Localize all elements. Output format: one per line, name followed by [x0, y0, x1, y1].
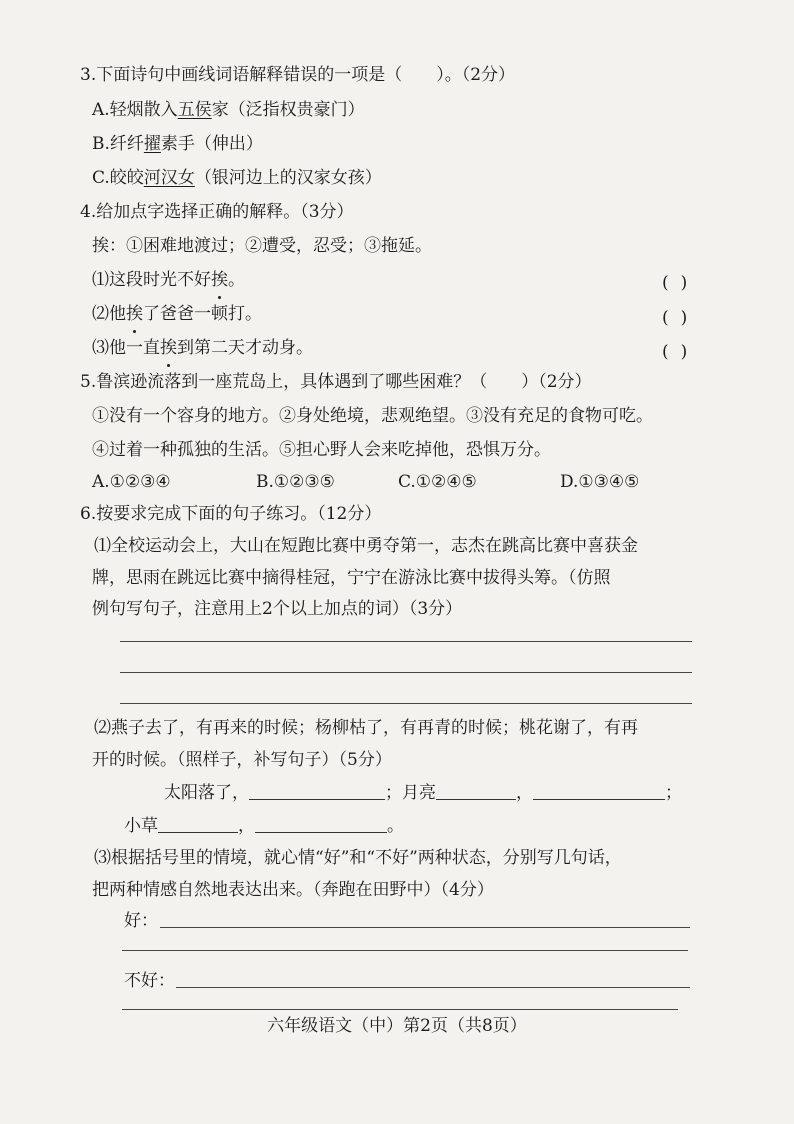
answer-line-1[interactable] — [120, 641, 692, 642]
blank-1[interactable] — [249, 783, 385, 800]
blank-5[interactable] — [255, 816, 387, 833]
q4-sentence-3: ⑶他一直挨到第二天才动身。 — [92, 335, 313, 361]
q5-option-a: A.①②③④ — [92, 472, 171, 492]
q6-part2-fill-2: 小草 ， 。 — [124, 816, 404, 836]
q4-sentence-1: ⑴这段时光不好挨。 — [92, 267, 245, 293]
dotted-phrase: 勇夺第一 — [366, 536, 434, 556]
answer-line-3[interactable] — [120, 703, 692, 704]
q4-answer-1-paren[interactable]: () — [662, 273, 700, 293]
q6-part1-line2: 牌，思雨在跳远比赛中摘得桂冠，宁宁在游泳比赛中拔得头筹。（仿照 — [92, 568, 611, 588]
q5-statements-1: ①没有一个容身的地方。②身处绝境，悲观绝望。③没有充足的食物可吃。 — [92, 406, 653, 426]
q4-stem: 4.给加点字选择正确的解释。（3分） — [80, 202, 354, 222]
q3-stem: 3.下面诗句中画线词语解释错误的一项是（ ）。（2分） — [80, 65, 516, 85]
q6-part1-line1: ⑴全校运动会上，大山在短跑比赛中勇夺第一，志杰在跳高比赛中喜获金 — [94, 536, 638, 556]
q4-answer-2-paren[interactable]: () — [662, 308, 700, 328]
q6-part3-line2: 把两种情感自然地表达出来。（奔跑在田野中）（4分） — [92, 880, 494, 900]
blank-2[interactable] — [436, 783, 516, 800]
good-answer-line-1[interactable] — [160, 927, 690, 928]
bad-answer-line-2[interactable] — [122, 1009, 678, 1010]
blank-3[interactable] — [533, 783, 665, 800]
q3-option-c: C.皎皎河汉女（银河边上的汉家女孩） — [92, 168, 382, 188]
q6-stem: 6.按要求完成下面的句子练习。（12分） — [80, 504, 382, 524]
q4-answer-3-paren[interactable]: () — [662, 342, 700, 362]
q6-part1-line3: 例句写句子，注意用上2个以上加点的词）（3分） — [92, 599, 463, 619]
good-answer-line-2[interactable] — [122, 950, 688, 951]
q6-part2-line1: ⑵燕子去了，有再来的时候；杨柳枯了，有再青的时候；桃花谢了，有再 — [94, 718, 638, 738]
answer-line-2[interactable] — [120, 672, 692, 673]
q5-stem: 5.鲁滨逊流落到一座荒岛上，具体遇到了哪些困难？（ ）（2分） — [80, 372, 592, 392]
q5-option-c: C.①②④⑤ — [398, 472, 477, 492]
q4-definitions: 挨：①困难地渡过；②遭受，忍受；③拖延。 — [92, 236, 432, 256]
bad-label: 不好： — [124, 971, 175, 991]
q3-option-b: B.纤纤擢素手（伸出） — [92, 134, 263, 154]
q3-option-a: A.轻烟散入五侯家（泛指权贵豪门） — [92, 100, 365, 120]
q6-part2-fill-1: 太阳落了， ；月亮 ， ； — [164, 783, 682, 803]
bad-answer-line-1[interactable] — [176, 987, 690, 988]
q5-option-d: D.①③④⑤ — [560, 472, 640, 492]
q6-part3-line1: ⑶根据括号里的情境，就心情“好”和“不好”两种状态，分别写几句话， — [94, 848, 622, 868]
good-label: 好： — [124, 911, 158, 931]
q6-part2-line2: 开的时候。（照样子，补写句子）（5分） — [92, 750, 392, 770]
q4-sentence-2: ⑵他挨了爸爸一顿打。 — [92, 301, 262, 327]
blank-4[interactable] — [158, 816, 238, 833]
page-footer: 六年级语文（中）第2页（共8页） — [267, 1016, 527, 1036]
q5-option-b: B.①②③⑤ — [256, 472, 335, 492]
q5-statements-2: ④过着一种孤独的生活。⑤担心野人会来吃掉他，恐惧万分。 — [92, 440, 551, 460]
